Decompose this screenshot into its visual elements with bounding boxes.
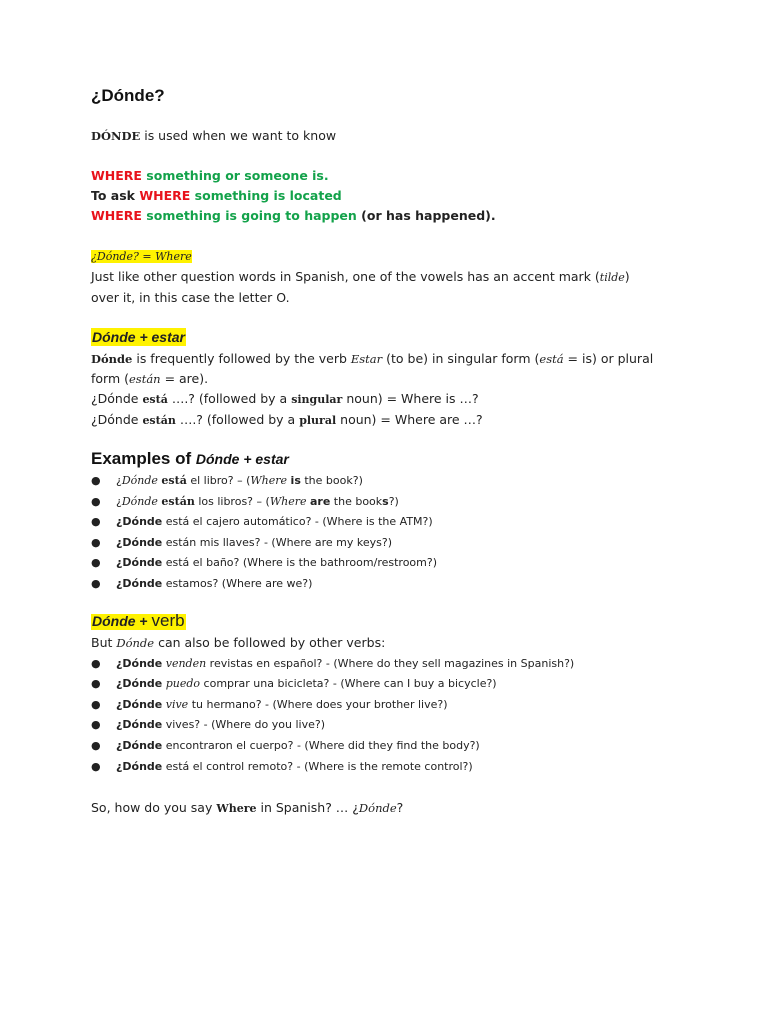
list-item: ● ¿Dónde vives? - (Where do you live?) [91, 718, 325, 732]
intro-word: DÓNDE [91, 129, 141, 143]
estar-heading: Dónde + estar [92, 329, 185, 345]
where-line-2: To ask WHERE something is located [91, 188, 342, 203]
verb-heading: Dónde + verb [92, 610, 185, 630]
where-line-1: WHERE something or someone is. [91, 168, 329, 183]
list-item: ● ¿Dónde puedo comprar una bicicleta? - (Where can I buy a bicycle?) [91, 677, 497, 691]
list-item: ● ¿Dónde está el libro? – (Where is the book?) [91, 474, 363, 487]
where-lines [91, 166, 691, 226]
examples-list [91, 471, 691, 595]
list-item: ● ¿Dónde vive tu hermano? - (Where does your brother live?) [91, 697, 448, 711]
list-item: ● ¿Dónde venden revistas en español? - (Where do they sell magazines in Spanish?) [91, 656, 575, 670]
estar-section [91, 326, 691, 431]
examples-heading: Examples of Dónde + estar [91, 449, 289, 468]
list-item: ● ¿Dónde está el control remoto? - (Where is the remote control?) [91, 759, 473, 773]
document-page [91, 86, 691, 819]
list-item: ● ¿Dónde estamos? (Where are we?) [91, 576, 313, 590]
estar-p1: Dónde is frequently followed by the verb Estar (to be) in singular form (está = is) or plural [91, 351, 654, 366]
estar-p2: form (están = are). [91, 371, 209, 386]
closing-line: So, how do you say Where in Spanish? … ¿Dónde? [91, 800, 404, 816]
meaning-highlight: ¿Dónde? = Where [91, 250, 192, 263]
estar-p3: ¿Dónde está ….? (followed by a singular noun) = Where is …? [91, 391, 479, 406]
list-item: ● ¿Dónde están los libros? – (Where are the books?) [91, 494, 399, 508]
where-line-3: WHERE something is going to happen (or has happened). [91, 208, 496, 223]
page-title: ¿Dónde? [91, 86, 165, 105]
verb-list [91, 654, 691, 778]
list-item: ● ¿Dónde está el cajero automático? - (Where is the ATM?) [91, 515, 433, 529]
estar-p4: ¿Dónde están ….? (followed by a plural noun) = Where are …? [91, 412, 483, 427]
intro-text: DÓNDE is used when we want to know [91, 128, 337, 143]
list-item: ● ¿Dónde está el baño? (Where is the bathroom/restroom?) [91, 556, 437, 570]
verb-intro: But Dónde can also be followed by other verbs: [91, 634, 386, 650]
meaning-block [91, 246, 691, 308]
meaning-line-1: Just like other question words in Spanish, one of the vowels has an accent mark (tilde) [91, 269, 630, 284]
list-item: ● ¿Dónde encontraron el cuerpo? - (Where did they find the body?) [91, 738, 480, 752]
verb-section [91, 610, 691, 778]
list-item: ● ¿Dónde están mis llaves? - (Where are my keys?) [91, 535, 392, 549]
meaning-line-2: over it, in this case the letter O. [91, 290, 290, 305]
